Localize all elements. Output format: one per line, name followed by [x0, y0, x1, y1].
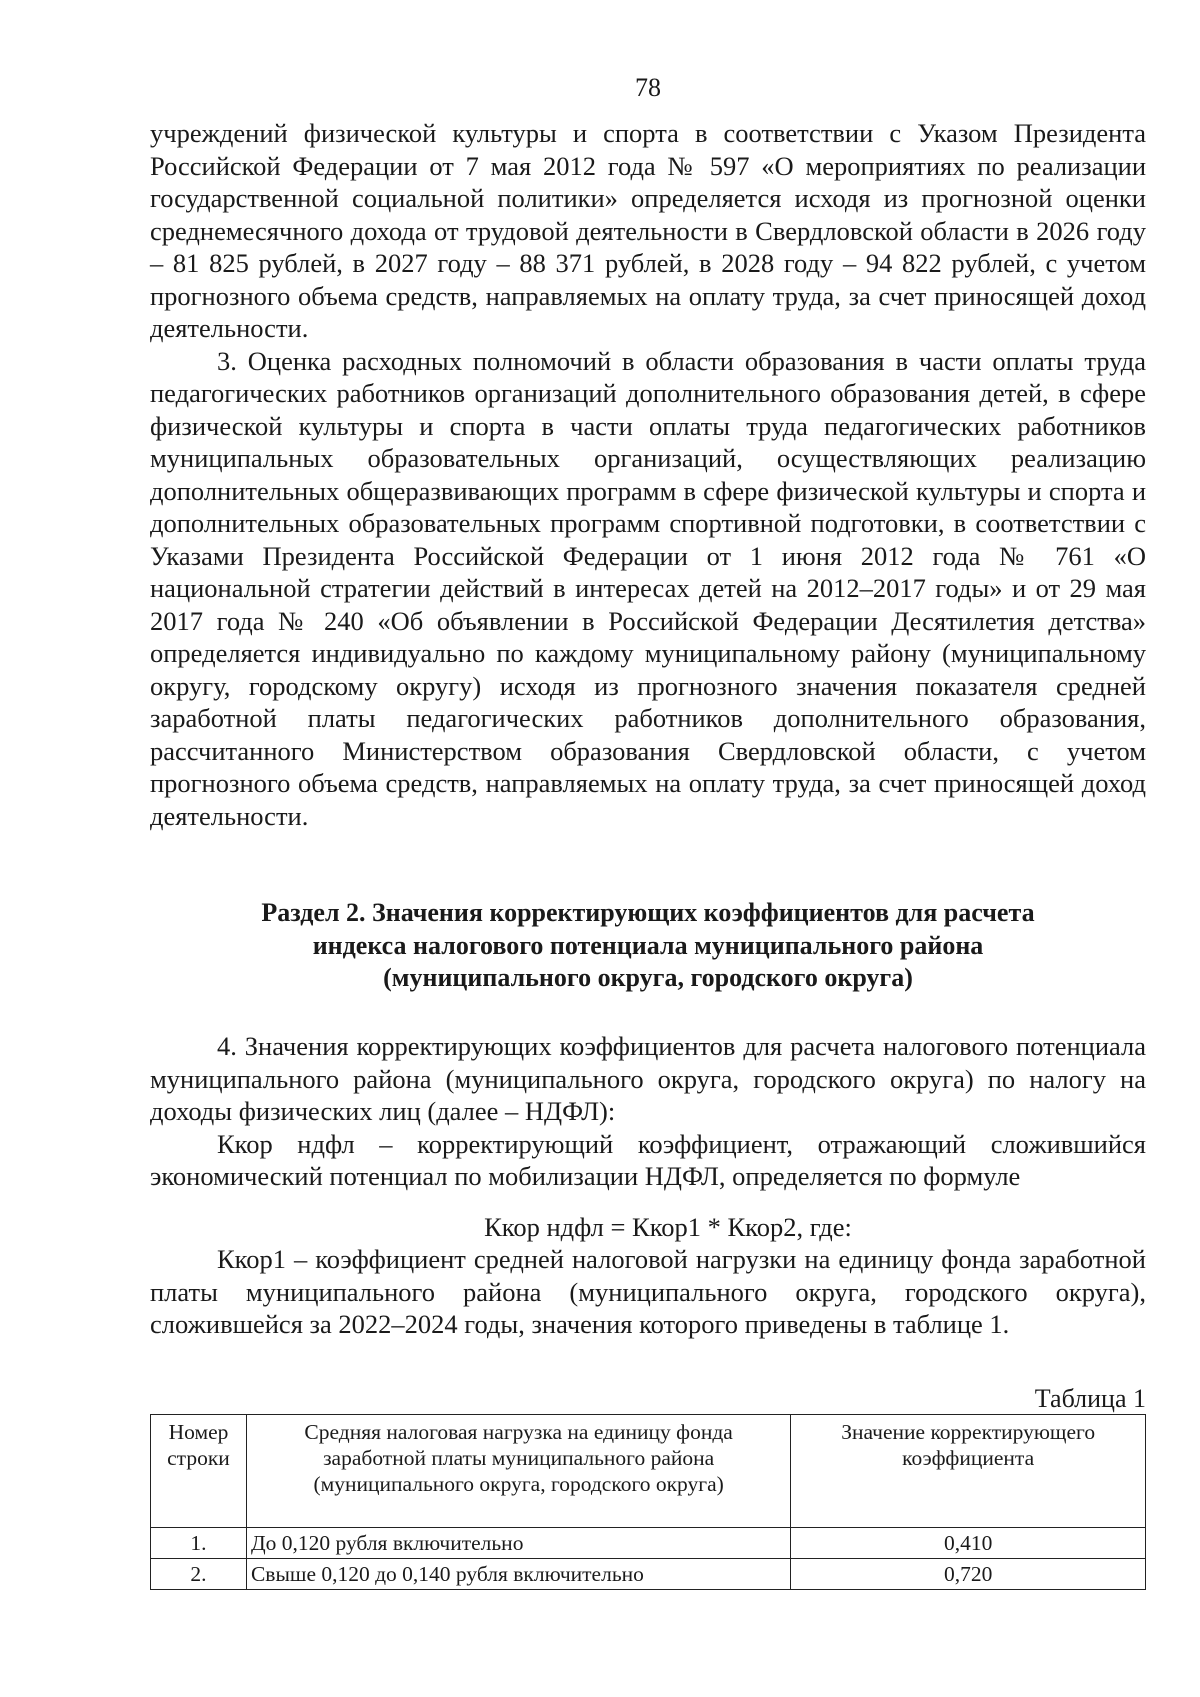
section-heading — [150, 897, 1146, 995]
row-value: 0,410 — [791, 1528, 1146, 1559]
paragraph-kkor1: Ккор1 – коэффициент средней налоговой нагрузки на единицу фонда заработной платы муниципального района (муниципального округа, городского округа), сложившейся за 2022–2024 годы, значения которого приведены в таблице 1. — [150, 1244, 1146, 1339]
table-header-row — [151, 1415, 1146, 1528]
formula: Ккор ндфл = Ккор1 * Ккор2, где: — [484, 1211, 852, 1242]
row-description: До 0,120 рубля включительно — [246, 1528, 790, 1559]
row-number: 2. — [151, 1559, 247, 1590]
row-description: Свыше 0,120 до 0,140 рубля включительно — [246, 1559, 790, 1590]
table-row — [151, 1528, 1146, 1559]
page-number: 78 — [635, 73, 661, 102]
body-text — [150, 117, 1146, 832]
section-2-text — [150, 1030, 1146, 1341]
section-heading-line-3: (муниципального округа, городского округа) — [383, 963, 913, 992]
table-row — [151, 1559, 1146, 1590]
header-coefficient-value: Значение корректирующего коэффициента — [791, 1415, 1146, 1528]
section-heading-line-2: индекса налогового потенциала муниципального района — [312, 930, 984, 960]
header-tax-burden: Средняя налоговая нагрузка на единицу фонда заработной платы муниципального района (муниципального округа, городского округа) — [246, 1415, 790, 1528]
coefficient-table — [150, 1414, 1146, 1590]
paragraph-kkor-ndfl: Ккор ндфл – корректирующий коэффициент, отражающий сложившийся экономический потенциал по мобилизации НДФЛ, определяется по формуле — [150, 1128, 1146, 1191]
paragraph-4: 4. Значения корректирующих коэффициентов для расчета налогового потенциала муниципального района (муниципального округа, городского округа) по налогу на доходы физических лиц (далее – НДФЛ): — [150, 1031, 1146, 1126]
paragraph-3: 3. Оценка расходных полномочий в области образования в части оплаты труда педагогических работников организаций дополнительного образования детей, в сфере физической культуры и спорта в части оплаты труда педагогических работников муниципальных образовательных организаций, осуществляющих реализацию дополнительных общеразвивающих программ в сфере физической культуры и спорта и дополнительных образовательных программ спортивной подготовки, в соответствии с Указами Президента Российской Федерации от 1 июня 2012 года № 761 «О национальной стратегии действий в интересах детей на 2012–2017 годы» и от 29 мая 2017 года № 240 «Об объявлении в Российской Федерации Десятилетия детства» определяется индивидуально по каждому муниципальному району (муниципальному округу, городскому округу) исходя из прогнозного значения показателя средней заработной платы педагогических работников дополнительного образования, рассчитанного Министерством образования Свердловской области, с учетом прогнозного объема средств, направляемых на оплату труда, за счет приносящей доход деятельности. — [150, 345, 1146, 831]
header-row-number: Номер строки — [151, 1415, 247, 1528]
table-caption: Таблица 1 — [1034, 1384, 1146, 1413]
section-heading-line-1: Раздел 2. Значения корректирующих коэффициентов для расчета — [261, 898, 1035, 927]
row-value: 0,720 — [791, 1559, 1146, 1590]
paragraph-continuation: учреждений физической культуры и спорта в соответствии с Указом Президента Российской Федерации от 7 мая 2012 года № 597 «О мероприятиях по реализации государственной социальной политики» определяется исходя из прогнозной оценки среднемесячного дохода от трудовой деятельности в Свердловской области в 2026 году – 81 825 рублей, в 2027 году – 88 371 рублей, в 2028 году – 94 822 рублей, с учетом прогнозного объема средств, направляемых на оплату труда, за счет приносящей доход деятельности. — [150, 118, 1146, 343]
row-number: 1. — [151, 1528, 247, 1559]
